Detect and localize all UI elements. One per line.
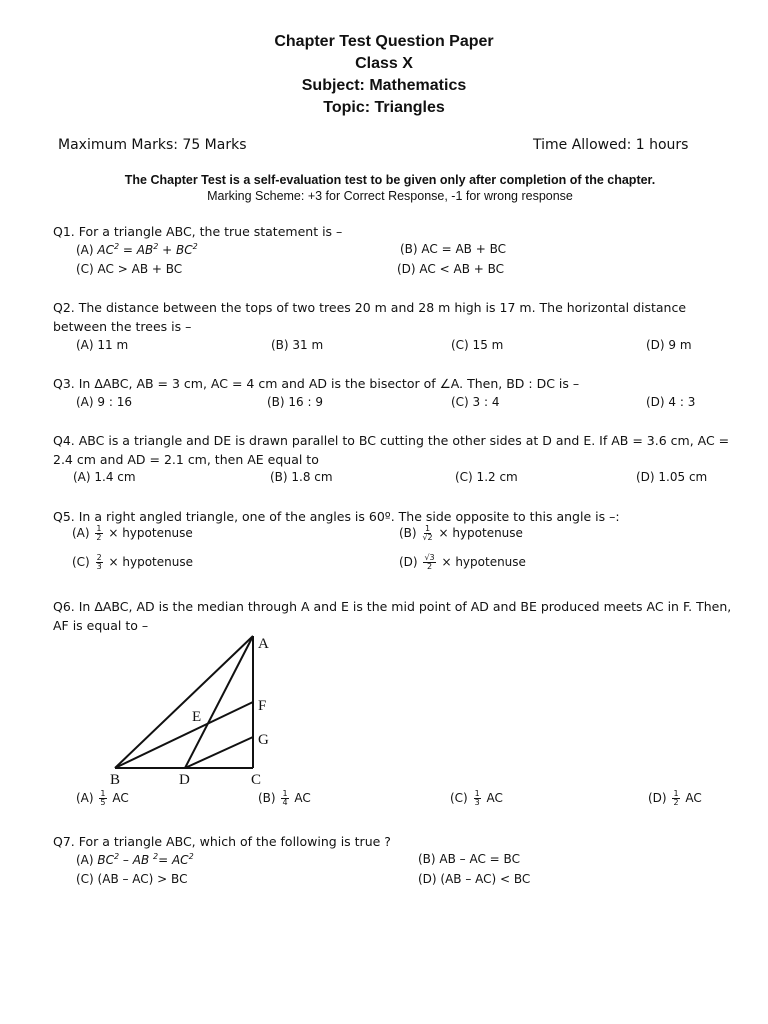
q6-option-b: [258, 790, 311, 807]
class-heading: Class X: [355, 55, 413, 72]
q6-option-b-label: (B): [258, 791, 276, 805]
q5-option-b: [399, 525, 523, 542]
fraction-1-over-root2: $\frac{1}{√2}$: [422, 524, 433, 542]
label-g: G: [258, 732, 269, 748]
fraction-1-over-2: $\frac{1}{2}$: [96, 524, 102, 542]
line-dg: [185, 737, 253, 768]
q6-option-c: [450, 790, 503, 807]
q6-option-a: [76, 790, 129, 807]
q5-option-d: [399, 554, 526, 571]
label-e: E: [192, 709, 202, 725]
q3-option-d: (D) 4 : 3: [646, 395, 696, 409]
question-6: Q6. In ΔABC, AD is the median through A and E is the mid point of AD and BE produced meets AC in F. Then, AF is equal to –: [53, 599, 732, 633]
q3-option-c: (C) 3 : 4: [451, 395, 500, 409]
q2-option-c: (C) 15 m: [451, 338, 504, 352]
label-f: F: [258, 698, 267, 714]
question-7: Q7. For a triangle ABC, which of the following is true ?: [53, 834, 391, 849]
q5-option-d-label: (D): [399, 555, 418, 569]
fraction-1-over-2: $\frac{1}{2}$: [673, 789, 679, 807]
q6-option-a-suffix: AC: [112, 791, 129, 805]
q5-option-b-label: (B): [399, 526, 417, 540]
fraction-1-over-5: $\frac{1}{5}$: [100, 789, 106, 807]
q1-option-a: [76, 242, 198, 257]
q2-option-d: (D) 9 m: [646, 338, 692, 352]
question-3: Q3. In ΔABC, AB = 3 cm, AC = 4 cm and AD is the bisector of ∠A. Then, BD : DC is –: [53, 376, 580, 391]
q5-option-a-suffix: × hypotenuse: [108, 526, 193, 540]
q4-option-a: (A) 1.4 cm: [73, 470, 136, 484]
q3-option-b: (B) 16 : 9: [267, 395, 323, 409]
label-b: B: [110, 772, 121, 788]
line-da: [185, 636, 253, 768]
q1-option-d: (D) AC < AB + BC: [397, 262, 505, 276]
q4-option-b: (B) 1.8 cm: [270, 470, 333, 484]
marking-scheme: Marking Scheme: +3 for Correct Response, -1 for wrong response: [207, 189, 573, 203]
q6-option-b-suffix: AC: [294, 791, 311, 805]
q2-option-b: (B) 31 m: [271, 338, 324, 352]
q5-option-c-suffix: × hypotenuse: [108, 555, 193, 569]
q5-option-a-label: (A): [72, 526, 90, 540]
fraction-1-over-4: $\frac{1}{4}$: [282, 789, 288, 807]
q5-option-c: [72, 554, 193, 571]
q4-option-d: (D) 1.05 cm: [636, 470, 708, 484]
q7-option-d: (D) (AB – AC) < BC: [418, 872, 531, 886]
q5-option-a: [72, 525, 193, 542]
q1-option-a-formula: $AC^2 = AB^2 + BC^2$: [97, 242, 198, 257]
label-d: D: [179, 772, 190, 788]
q6-option-d: [648, 790, 702, 807]
q5-option-b-suffix: × hypotenuse: [438, 526, 523, 540]
fraction-2-over-3: $\frac{2}{3}$: [96, 553, 102, 571]
label-a: A: [258, 636, 269, 652]
q6-option-d-suffix: AC: [685, 791, 702, 805]
paper-title: Chapter Test Question Paper: [274, 33, 494, 50]
fraction-root3-over-2: $\frac{√3}{2}$: [424, 553, 435, 571]
fraction-1-over-3: $\frac{1}{3}$: [474, 789, 480, 807]
subject-heading: Subject: Mathematics: [301, 77, 467, 94]
q6-option-c-label: (C): [450, 791, 468, 805]
q6-option-a-label: (A): [76, 791, 94, 805]
line-bf: [115, 702, 253, 768]
label-c: C: [251, 772, 262, 788]
q4-option-c: (C) 1.2 cm: [455, 470, 518, 484]
max-marks: Maximum Marks: 75 Marks: [58, 137, 247, 153]
q6-option-d-label: (D): [648, 791, 667, 805]
question-4: Q4. ABC is a triangle and DE is drawn parallel to BC cutting the other sides at D and E. If AB = 3.6 cm, AC = 2.4 cm and AD = 2.1 cm, then AE equal to: [53, 433, 730, 467]
q3-option-a: (A) 9 : 16: [76, 395, 132, 409]
q2-option-a: (A) 11 m: [76, 338, 129, 352]
topic-heading: Topic: Triangles: [323, 99, 445, 116]
q5-option-c-label: (C): [72, 555, 90, 569]
question-5: Q5. In a right angled triangle, one of the angles is 60º. The side opposite to this angle is –:: [53, 509, 620, 524]
q7-option-a-formula: $BC^2$ – AB $^2= AC^2$: [97, 852, 194, 867]
q1-option-b: (B) AC = AB + BC: [400, 242, 506, 256]
question-1: Q1. For a triangle ABC, the true statement is –: [53, 224, 343, 239]
time-allowed: Time Allowed: 1 hours: [533, 137, 689, 153]
q7-option-c: (C) (AB – AC) > BC: [76, 872, 188, 886]
q7-option-b: (B) AB – AC = BC: [418, 852, 520, 866]
q5-option-d-suffix: × hypotenuse: [441, 555, 526, 569]
question-2: Q2. The distance between the tops of two trees 20 m and 28 m high is 17 m. The horizontal distance between the trees is –: [53, 300, 687, 334]
line-ba: [115, 636, 253, 768]
q1-option-a-label: (A): [76, 243, 98, 257]
q7-option-a-label: (A): [76, 853, 98, 867]
q6-option-c-suffix: AC: [486, 791, 503, 805]
q7-option-a: [76, 852, 194, 867]
q1-option-c: (C) AC > AB + BC: [76, 262, 183, 276]
self-eval-note: The Chapter Test is a self-evaluation test to be given only after completion of the chapter.: [124, 173, 656, 187]
triangle-figure: [100, 630, 290, 790]
